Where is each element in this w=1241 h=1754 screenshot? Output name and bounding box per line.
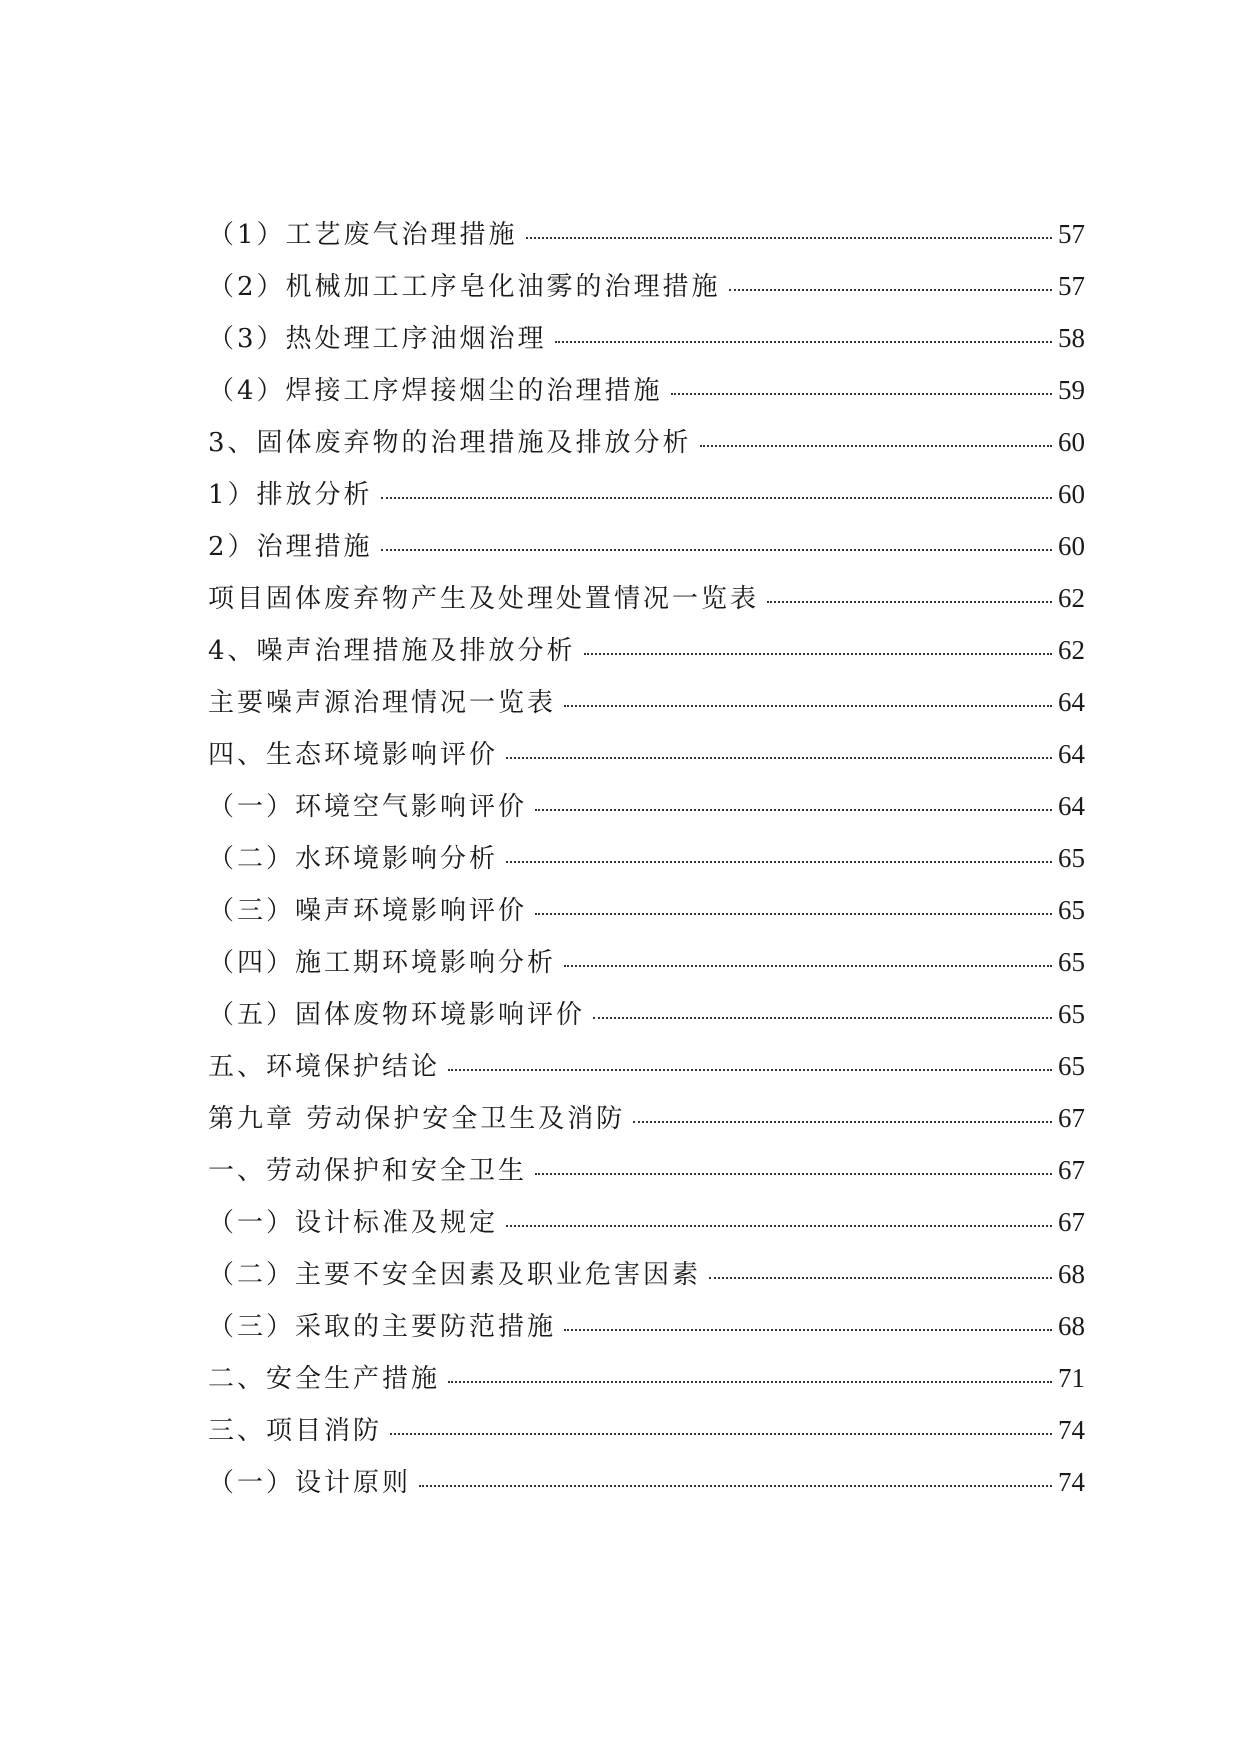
toc-entry-page: 64 xyxy=(1058,687,1085,717)
toc-leader-dots xyxy=(564,1329,1052,1331)
toc-entry-title: （一）设计原则 xyxy=(208,1468,412,1498)
toc-entry[interactable] xyxy=(208,1358,1085,1410)
toc-entry-title: 一、劳动保护和安全卫生 xyxy=(208,1156,528,1186)
toc-leader-dots xyxy=(390,1433,1052,1435)
toc-entry-title: （二）主要不安全因素及职业危害因素 xyxy=(208,1260,702,1290)
toc-entry-title: （四）施工期环境影响分析 xyxy=(208,948,557,978)
toc-entry-page: 62 xyxy=(1058,583,1085,613)
toc-entry-page: 65 xyxy=(1058,843,1085,873)
toc-entry-page: 60 xyxy=(1058,427,1085,457)
toc-entry-page: 64 xyxy=(1058,739,1085,769)
toc-leader-dots xyxy=(506,1225,1052,1227)
toc-entry[interactable] xyxy=(208,630,1085,682)
toc-leader-dots xyxy=(448,1381,1052,1383)
toc-entry[interactable] xyxy=(208,682,1085,734)
toc-entry-title: （一）环境空气影响评价 xyxy=(208,792,528,822)
toc-entry-title: （二）水环境影响分析 xyxy=(208,844,499,874)
toc-entry[interactable] xyxy=(208,786,1085,838)
toc-entry[interactable] xyxy=(208,214,1085,266)
toc-leader-dots xyxy=(381,549,1052,551)
toc-entry[interactable] xyxy=(208,994,1085,1046)
toc-entry-page: 64 xyxy=(1058,791,1085,821)
toc-leader-dots xyxy=(535,809,1052,811)
toc-entry[interactable] xyxy=(208,1202,1085,1254)
toc-entry-title: 三、项目消防 xyxy=(208,1416,383,1446)
toc-entry[interactable] xyxy=(208,474,1085,526)
toc-leader-dots xyxy=(506,861,1052,863)
toc-entry-title: 五、环境保护结论 xyxy=(208,1052,441,1082)
toc-entry-title: 项目固体废弃物产生及处理处置情况一览表 xyxy=(208,584,760,614)
toc-entry-title: （2）机械加工工序皂化油雾的治理措施 xyxy=(208,272,721,302)
toc-entry-title: （一）设计标准及规定 xyxy=(208,1208,499,1238)
toc-entry[interactable] xyxy=(208,318,1085,370)
toc-entry-page: 67 xyxy=(1058,1207,1085,1237)
toc-entry[interactable] xyxy=(208,734,1085,786)
toc-entry-page: 57 xyxy=(1058,271,1085,301)
toc-entry-title: 2）治理措施 xyxy=(208,532,373,562)
toc-entry-title: （1）工艺废气治理措施 xyxy=(208,220,518,250)
toc-entry[interactable] xyxy=(208,942,1085,994)
toc-entry-page: 68 xyxy=(1058,1311,1085,1341)
toc-leader-dots xyxy=(709,1277,1052,1279)
toc-entry[interactable] xyxy=(208,1150,1085,1202)
toc-entry-page: 68 xyxy=(1058,1259,1085,1289)
toc-leader-dots xyxy=(671,393,1052,395)
toc-entry-page: 60 xyxy=(1058,479,1085,509)
toc-leader-dots xyxy=(593,1017,1052,1019)
toc-entry[interactable] xyxy=(208,1046,1085,1098)
toc-entry-title: 二、安全生产措施 xyxy=(208,1364,441,1394)
toc-entry[interactable] xyxy=(208,526,1085,578)
toc-leader-dots xyxy=(506,757,1052,759)
toc-entry-title: （五）固体废物环境影响评价 xyxy=(208,1000,586,1030)
toc-entry-page: 67 xyxy=(1058,1103,1085,1133)
toc-leader-dots xyxy=(535,1173,1052,1175)
toc-entry-title: 4、噪声治理措施及排放分析 xyxy=(208,636,576,666)
toc-entry-page: 74 xyxy=(1058,1415,1085,1445)
toc-entry-title: 第九章 劳动保护安全卫生及消防 xyxy=(208,1104,626,1134)
toc-entry[interactable] xyxy=(208,1098,1085,1150)
toc-entry-title: 3、固体废弃物的治理措施及排放分析 xyxy=(208,428,692,458)
toc-entry-page: 57 xyxy=(1058,219,1085,249)
toc-leader-dots xyxy=(526,237,1052,239)
toc-entry-title: （三）噪声环境影响评价 xyxy=(208,896,528,926)
toc-entry-page: 60 xyxy=(1058,531,1085,561)
toc-entry[interactable] xyxy=(208,266,1085,318)
toc-entry[interactable] xyxy=(208,838,1085,890)
toc-entry-page: 71 xyxy=(1058,1363,1085,1393)
toc-entry-title: （三）采取的主要防范措施 xyxy=(208,1312,557,1342)
toc-entry[interactable] xyxy=(208,1410,1085,1462)
toc-entry[interactable] xyxy=(208,1254,1085,1306)
toc-leader-dots xyxy=(700,445,1052,447)
toc-entry-title: 1）排放分析 xyxy=(208,480,373,510)
table-of-contents xyxy=(208,214,1085,1514)
toc-leader-dots xyxy=(564,705,1052,707)
toc-entry[interactable] xyxy=(208,890,1085,942)
toc-leader-dots xyxy=(535,913,1052,915)
toc-entry[interactable] xyxy=(208,1306,1085,1358)
toc-leader-dots xyxy=(564,965,1052,967)
toc-entry-page: 59 xyxy=(1058,375,1085,405)
toc-entry-page: 74 xyxy=(1058,1467,1085,1497)
toc-entry-page: 65 xyxy=(1058,999,1085,1029)
toc-entry-title: 四、生态环境影响评价 xyxy=(208,740,499,770)
toc-entry[interactable] xyxy=(208,578,1085,630)
toc-leader-dots xyxy=(584,653,1052,655)
toc-leader-dots xyxy=(555,341,1052,343)
toc-leader-dots xyxy=(729,289,1052,291)
toc-leader-dots xyxy=(633,1121,1052,1123)
toc-leader-dots xyxy=(419,1485,1052,1487)
toc-entry-page: 58 xyxy=(1058,323,1085,353)
toc-entry-title: （3）热处理工序油烟治理 xyxy=(208,324,547,354)
toc-entry-page: 65 xyxy=(1058,1051,1085,1081)
toc-leader-dots xyxy=(767,601,1052,603)
toc-entry-title: 主要噪声源治理情况一览表 xyxy=(208,688,557,718)
toc-entry-page: 65 xyxy=(1058,947,1085,977)
toc-leader-dots xyxy=(381,497,1052,499)
toc-entry[interactable] xyxy=(208,422,1085,474)
toc-leader-dots xyxy=(448,1069,1052,1071)
toc-entry[interactable] xyxy=(208,370,1085,422)
toc-entry-page: 65 xyxy=(1058,895,1085,925)
toc-entry-page: 62 xyxy=(1058,635,1085,665)
toc-entry-page: 67 xyxy=(1058,1155,1085,1185)
toc-entry-title: （4）焊接工序焊接烟尘的治理措施 xyxy=(208,376,663,406)
toc-entry[interactable] xyxy=(208,1462,1085,1514)
